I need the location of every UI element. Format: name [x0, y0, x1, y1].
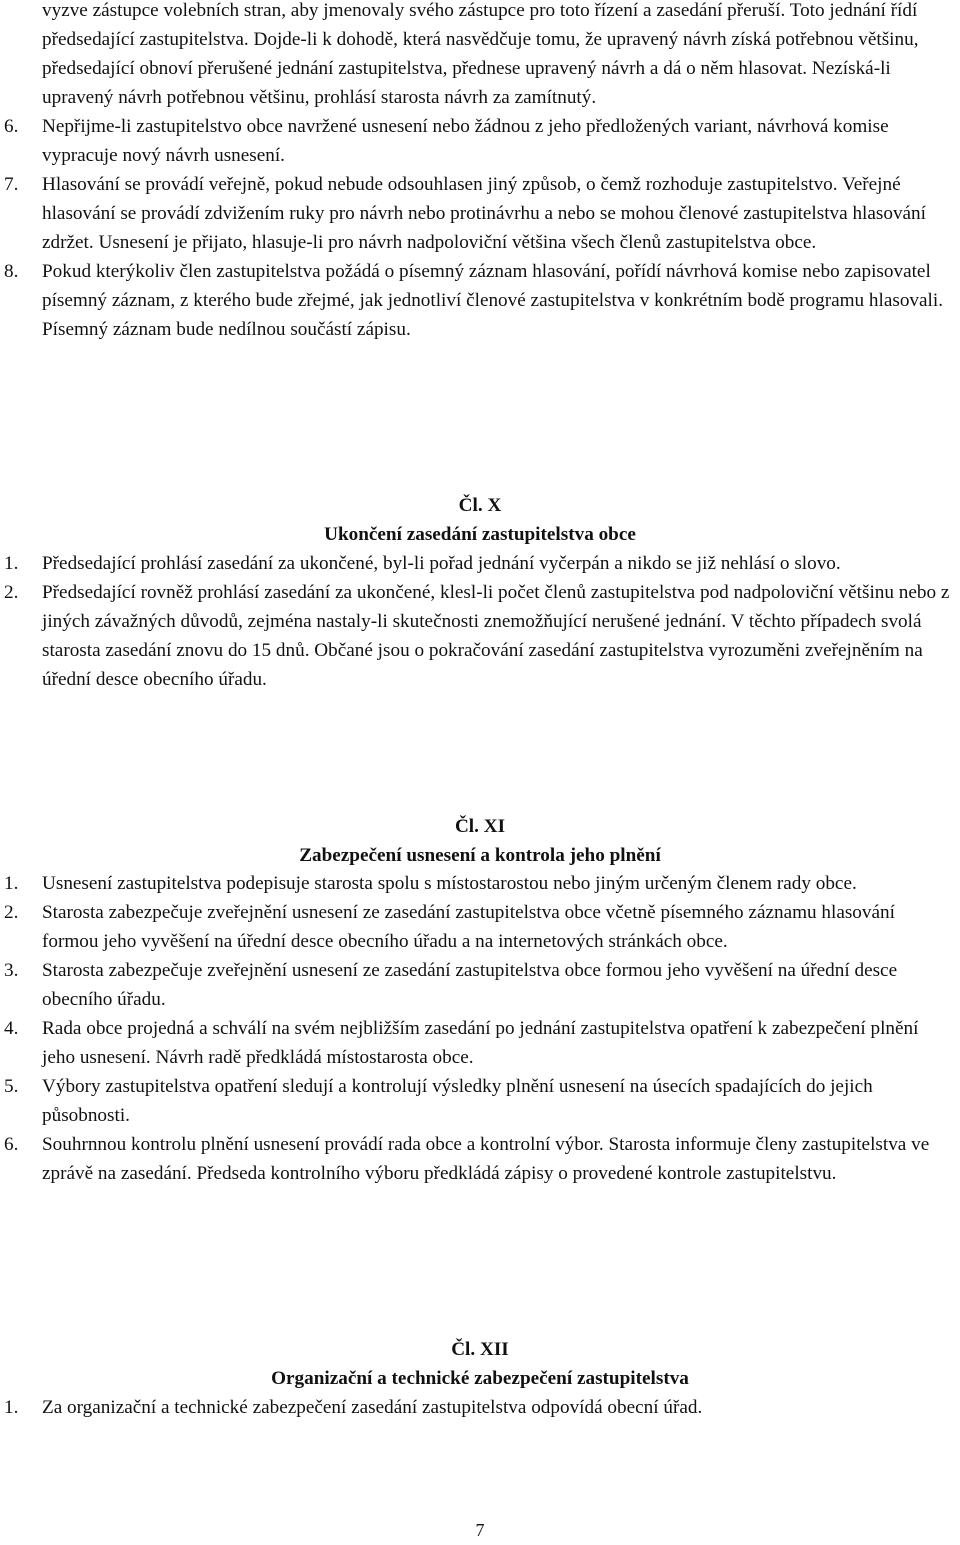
- list-item-number: 2.: [4, 582, 19, 603]
- list-item: [0, 257, 960, 344]
- section-title: Ukončení zasedání zastupitelstva obce: [324, 524, 636, 545]
- list-item: [0, 112, 960, 170]
- list-item-number: 6.: [4, 116, 19, 137]
- section-number: Čl. XI: [454, 816, 506, 837]
- section-title: Zabezpečení usnesení a kontrola jeho plnění: [299, 845, 661, 866]
- list-item-text: Pokud kterýkoliv člen zastupitelstva požádá o písemný záznam hlasování, pořídí návrhová komise nebo zapisovatel písemný záznam, z kterého bude zřejmé, jak jednotliví členové zastupitelstva v konkrétním bodě programu hlasovali. Písemný záznam bude nedílnou součástí zápisu.: [42, 261, 943, 340]
- section-number: Čl. X: [458, 495, 502, 516]
- list-item-number: 6.: [4, 1134, 19, 1155]
- list-item-text: Nepřijme-li zastupitelstvo obce navržené usnesení nebo žádnou z jeho předložených variant, návrhová komise vypracuje nový návrh usnesení.: [42, 116, 889, 166]
- list-item-text: Hlasování se provádí veřejně, pokud nebude odsouhlasen jiný způsob, o čemž rozhoduje zastupitelstvo. Veřejné hlasování se provádí zdvižením ruky pro návrh nebo protinávrhu a nebo se mohou členové zastupitelstva hlasování zdržet. Usnesení je přijato, hlasuje-li pro návrh nadpoloviční většina všech členů zastupitelstva obce.: [42, 174, 926, 253]
- list-item-text: Předsedající prohlásí zasedání za ukončené, byl-li pořad jednání vyčerpán a nikdo se již nehlásí o slovo.: [42, 553, 841, 574]
- list-item: [0, 578, 960, 694]
- list-item-number: 8.: [4, 261, 19, 282]
- list-item: [0, 170, 960, 257]
- section-number: Čl. XII: [451, 1339, 509, 1360]
- list-item: [0, 1130, 960, 1188]
- list-item: [0, 898, 960, 956]
- list-item-text: Starosta zabezpečuje zveřejnění usnesení ze zasedání zastupitelstva obce formou jeho vyvěšení na úřední desce obecního úřadu.: [42, 960, 898, 1010]
- list-item-text: Usnesení zastupitelstva podepisuje starosta spolu s místostarostou nebo jiným určeným členem rady obce.: [42, 873, 857, 894]
- list-item: [0, 1393, 960, 1422]
- list-item-text: Výbory zastupitelstva opatření sledují a kontrolují výsledky plnění usnesení na úsecích spadajících do jejich působnosti.: [42, 1076, 873, 1126]
- list-item-number: 1.: [4, 873, 19, 894]
- list-item-number: 1.: [4, 1397, 19, 1418]
- intro-list: [0, 112, 960, 344]
- list-item-text: Rada obce projedná a schválí na svém nejbližším zasedání po jednání zastupitelstva opatření k zabezpečení plnění jeho usnesení. Návrh radě předkládá místostarosta obce.: [42, 1018, 919, 1068]
- list-item: [0, 549, 960, 578]
- list-item-number: 4.: [4, 1018, 19, 1039]
- paragraph-continuation: vyzve zástupce volebních stran, aby jmenovaly svého zástupce pro toto řízení a zasedání přeruší. Toto jednání řídí předsedající zastupitelstva. Dojde-li k dohodě, která nasvědčuje tomu, že upravený návrh získá potřebnou většinu, předsedající obnoví přerušené jednání zastupitelstva, přednese upravený návrh a dá o něm hlasovat. Nezíská-li upravený návrh potřebnou většinu, prohlásí starosta návrh za zamítnutý.: [42, 0, 919, 108]
- list-item-text: Souhrnnou kontrolu plnění usnesení provádí rada obce a kontrolní výbor. Starosta informuje členy zastupitelstva ve zprávě na zasedání. Předseda kontrolního výboru předkládá zápisy o provedené kontrole zastupitelstvu.: [42, 1134, 930, 1184]
- list-item-number: 5.: [4, 1076, 19, 1097]
- list-item-text: Předsedající rovněž prohlásí zasedání za ukončené, klesl-li počet členů zastupitelstva pod nadpoloviční většinu nebo z jiných závažných důvodů, zejména nastaly-li skutečnosti znemožňující nerušené jednání. V těchto případech svolá starosta zasedání znovu do 15 dnů. Občané jsou o pokračování zasedání zastupitelstva vyrozuměni zveřejněním na úřední desce obecního úřadu.: [42, 582, 950, 690]
- list-item-number: 7.: [4, 174, 19, 195]
- list-item-number: 3.: [4, 960, 19, 981]
- page-number: 7: [475, 1520, 485, 1540]
- list-item-text: Za organizační a technické zabezpečení zasedání zastupitelstva odpovídá obecní úřad.: [42, 1397, 703, 1418]
- section-x-list: [0, 549, 960, 694]
- list-item-text: Starosta zabezpečuje zveřejnění usnesení ze zasedání zastupitelstva obce včetně písemného záznamu hlasování formou jeho vyvěšení na úřední desce obecního úřadu a na internetových stránkách obce.: [42, 902, 895, 952]
- section-title: Organizační a technické zabezpečení zastupitelstva: [271, 1368, 689, 1389]
- list-item: [0, 1072, 960, 1130]
- list-item-number: 1.: [4, 553, 19, 574]
- list-item: [0, 1014, 960, 1072]
- list-item-number: 2.: [4, 902, 19, 923]
- section-xi-list: [0, 869, 960, 1188]
- intro-block: [0, 0, 960, 344]
- list-item: [0, 869, 960, 898]
- section-xii-list: [0, 1393, 960, 1422]
- list-item: [0, 956, 960, 1014]
